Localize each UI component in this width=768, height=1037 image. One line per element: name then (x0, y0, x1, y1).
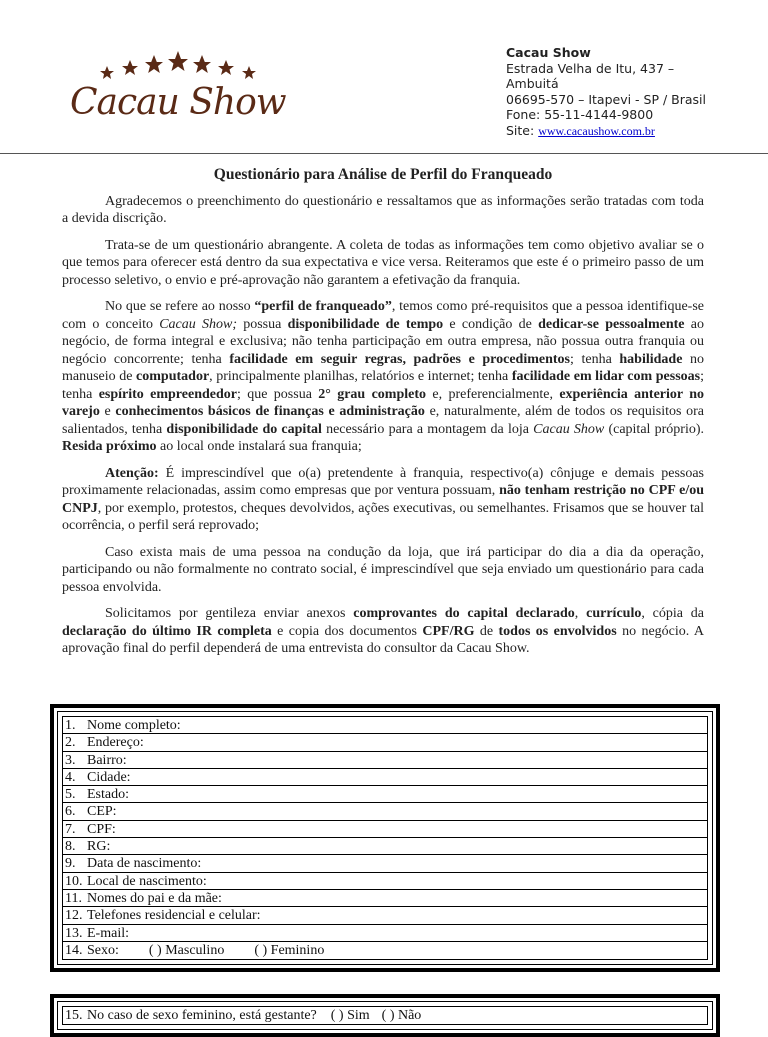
company-address-line3: 06695-570 – Itapevi - SP / Brasil (506, 91, 706, 107)
stars-icon (98, 50, 258, 84)
questionnaire-text (62, 166, 704, 667)
sex-male-option[interactable]: ( ) Masculino (148, 942, 225, 958)
company-site (506, 123, 726, 140)
document-title: Questionário para Análise de Perfil do Franqueado (213, 166, 553, 183)
star-icon (218, 60, 234, 75)
form-row-pregnant: 15. No caso de sexo feminino, está gestante? ( ) Sim ( ) Não (65, 1008, 422, 1023)
star-icon (168, 51, 188, 71)
form-row-sex: 14. Sexo: ( ) Masculino ( ) Feminino (65, 942, 325, 958)
star-icon (100, 66, 114, 79)
form-row-email[interactable]: 13. E-mail: (63, 925, 707, 942)
form-row-rg[interactable]: 8. RG: (63, 838, 707, 855)
header-divider (0, 153, 768, 154)
form-row-full-name[interactable]: 1. Nome completo: (63, 717, 707, 734)
company-phone: Fone: 55-11-4144-9800 (506, 107, 654, 122)
logo-text: Cacau Show (70, 82, 286, 123)
form-row-cep[interactable]: 6. CEP: (63, 803, 707, 820)
sex-female-option[interactable]: ( ) Feminino (254, 942, 325, 958)
pregnant-yes-option[interactable]: ( ) Sim (330, 1008, 370, 1023)
company-address-line2: Ambuitá (506, 76, 559, 91)
pregnant-no-option[interactable]: ( ) Não (381, 1008, 422, 1023)
star-icon (193, 55, 211, 73)
pregnancy-form (50, 994, 720, 1037)
form-row-birth-place[interactable]: 10. Local de nascimento: (63, 873, 707, 890)
personal-data-form (50, 704, 720, 972)
paragraph-intro: Agradecemos o preenchimento do questionário e ressaltamos que as informações serão tratadas com toda a devida discrição. (62, 193, 704, 226)
form-row-parents[interactable]: 11. Nomes do pai e da mãe: (63, 890, 707, 907)
company-address-line1: Estrada Velha de Itu, 437 – (506, 60, 675, 76)
star-icon (242, 66, 256, 79)
form-row-phones[interactable]: 12. Telefones residencial e celular: (63, 907, 707, 924)
form-row-neighborhood[interactable]: 3. Bairro: (63, 752, 707, 769)
star-icon (145, 55, 163, 73)
form-row-birth-date[interactable]: 9. Data de nascimento: (63, 855, 707, 872)
paragraph-attachments: Solicitamos por gentileza enviar anexos comprovantes do capital declarado, currículo, cópia da declaração do último IR completa e copia dos documentos CPF/RG de todos os envolvidos no negócio. A aprovação final do perfil dependerá de uma entrevista do consultor da Cacau Show. (62, 606, 705, 656)
paragraph-profile: No que se refere ao nosso “perfil de franqueado”, temos como pré-requisitos que a pessoa identifique-se com o conceito Cacau Show; possua disponibilidade de tempo e condição de dedicar-se pessoalmente ao negócio, de forma integral e exclusiva; não tenha participação em outra empresa, não possua outra franquia ou negócio concorrente; tenha facilidade em seguir regras, padrões e procedimentos; tenha habilidade no manuseio de computador, principalmente planilhas, relatórios e internet; tenha facilidade em lidar com pessoas; tenha espírito empreendedor; que possua 2° grau completo e, preferencialmente, experiência anterior no varejo e conhecimentos básicos de finanças e administração e, naturalmente, além de todos os requisitos ora salientados, tenha disponibilidade do capital necessário para a montagem da loja Cacau Show (capital próprio). Resida próximo ao local onde instalará sua franquia; (62, 299, 705, 454)
cacau-show-logo (68, 50, 286, 130)
paragraph-multiple-people: Caso exista mais de uma pessoa na condução da loja, que irá participar do dia a dia da operação, participando ou não formalmente no contrato social, é imprescindível que seja enviado um questionário para cada pessoa envolvida. (62, 544, 704, 595)
form-row-cpf[interactable]: 7. CPF: (63, 821, 707, 838)
site-label: Site: (506, 122, 539, 138)
form-row-city[interactable]: 4. Cidade: (63, 769, 707, 786)
form-row-address[interactable]: 2. Endereço: (63, 734, 707, 751)
company-info (506, 45, 726, 139)
star-icon (122, 60, 138, 75)
paragraph-scope: Trata-se de um questionário abrangente. A coleta de todas as informações tem como objetivo avaliar se o que temos para oferecer está dentro da sua expectativa e vice versa. Reiteramos que este é o primeiro passo de um processo seletivo, o envio e pré-aprovação não garantem a efetivação da franquia. (62, 237, 704, 288)
paragraph-attention: Atenção: É imprescindível que o(a) pretendente à franquia, respectivo(a) cônjuge e demais pessoas proximamente relacionadas, assim como empresas que por ventura possuam, não tenham restrição no CPF e/ou CNPJ, por exemplo, protestos, cheques devolvidos, ações executivas, ou semelhantes. Frisamos que se houver tal ocorrência, o perfil será reprovado; (62, 465, 704, 533)
company-name: Cacau Show (506, 45, 591, 60)
form-row-state[interactable]: 5. Estado: (63, 786, 707, 803)
site-link[interactable]: www.cacaushow.com.br (538, 123, 655, 138)
